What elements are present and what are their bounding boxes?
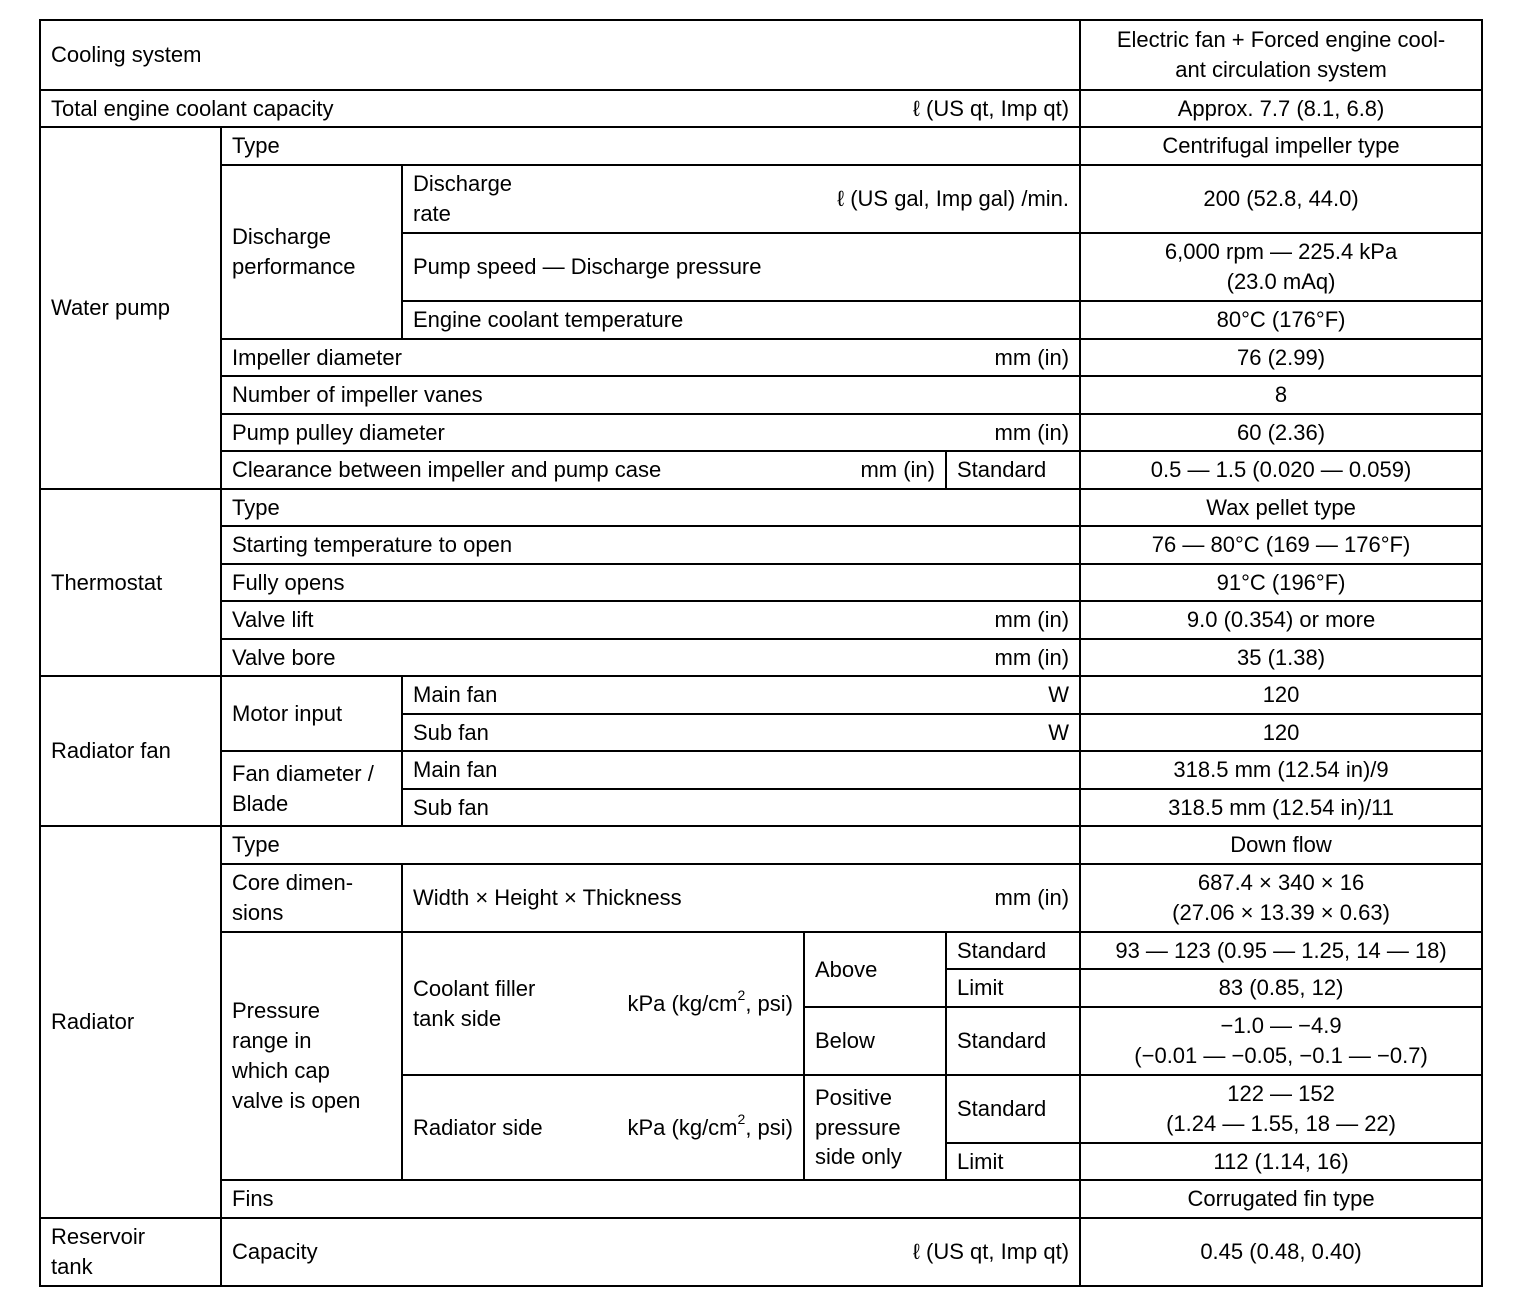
filler-side-label: Coolant filler tank side (413, 975, 536, 1031)
radiator-side-limit-label: Limit (946, 1143, 1080, 1180)
filler-above-standard-label: Standard (946, 932, 1080, 969)
row-impeller-diameter (40, 339, 1482, 376)
radiator-side-standard-value: 122 — 152 (1.24 — 1.55, 18 — 22) (1080, 1075, 1482, 1143)
row-total-capacity (40, 90, 1482, 127)
motor-sub-label: Sub fan (413, 719, 489, 745)
radiator-type-value: Down flow (1080, 826, 1482, 864)
water-pump-label: Water pump (40, 127, 221, 489)
discharge-performance-label: Discharge performance (221, 165, 402, 339)
radiator-side-standard-label: Standard (946, 1075, 1080, 1143)
fins-value: Corrugated fin type (1080, 1180, 1482, 1218)
fully-opens-label: Fully opens (221, 564, 1080, 601)
valve-bore-unit: mm (in) (994, 644, 1070, 670)
impeller-vanes-label: Number of impeller vanes (221, 376, 1080, 414)
filler-side-unit: kPa ($kg/cm^2$, psi) (627, 987, 793, 1016)
row-fully-opens (40, 564, 1482, 601)
valve-bore-value: 35 (1.38) (1080, 639, 1482, 676)
filler-below-standard-value: −1.0 — −4.9 (−0.01 — −0.05, −0.1 — −0.7) (1080, 1007, 1482, 1075)
row-cooling-system (40, 20, 1482, 90)
total-capacity-unit: ℓ (US qt, Imp qt) (912, 95, 1070, 121)
valve-lift-label: Valve lift (232, 607, 314, 633)
row-radiator-type (40, 826, 1482, 864)
discharge-rate-label: Discharge rate (413, 171, 513, 226)
total-capacity-value: Approx. 7.7 (8.1, 6.8) (1080, 90, 1482, 127)
radiator-side-label: Radiator side (413, 1114, 543, 1140)
clearance-label: Clearance between impeller and pump case (232, 457, 662, 483)
discharge-rate-value: 200 (52.8, 44.0) (1080, 165, 1482, 233)
core-dimensions-label: Core dimen- sions (221, 864, 402, 932)
impeller-vanes-value: 8 (1080, 376, 1482, 414)
valve-lift-unit: mm (in) (994, 607, 1070, 633)
impeller-diameter-label: Impeller diameter (232, 344, 402, 370)
impeller-diameter-value: 76 (2.99) (1080, 339, 1482, 376)
cooling-system-label: Cooling system (40, 20, 1080, 90)
thermostat-type-label: Type (221, 489, 1080, 526)
impeller-diameter-unit: mm (in) (994, 344, 1070, 370)
clearance-value: 0.5 — 1.5 (0.020 — 0.059) (1080, 451, 1482, 489)
filler-above-standard-value: 93 — 123 (0.95 — 1.25, 14 — 18) (1080, 932, 1482, 969)
clearance-unit: mm (in) (860, 457, 935, 483)
fully-opens-value: 91°C (196°F) (1080, 564, 1482, 601)
valve-lift-value: 9.0 (0.354) or more (1080, 601, 1482, 639)
radiator-side-unit: kPa ($kg/cm^2$, psi) (627, 1111, 793, 1140)
start-temp-label: Starting temperature to open (221, 526, 1080, 564)
positive-pressure-label: Positive pressure side only (804, 1075, 946, 1180)
motor-main-unit: W (1048, 682, 1070, 708)
pulley-diameter-unit: mm (in) (994, 419, 1070, 445)
water-pump-type-label: Type (221, 127, 1080, 165)
pump-speed-value: 6,000 rpm — 225.4 kPa (23.0 mAq) (1080, 233, 1482, 301)
core-dimensions-dims: Width × Height × Thickness (413, 885, 682, 911)
row-water-pump-type (40, 127, 1482, 165)
motor-sub-value: 120 (1080, 714, 1482, 751)
clearance-standard-label: Standard (946, 451, 1080, 489)
fan-diameter-main-label: Main fan (402, 751, 1080, 789)
row-clearance (40, 451, 1482, 489)
thermostat-type-value: Wax pellet type (1080, 489, 1482, 526)
row-fins (40, 1180, 1482, 1218)
row-valve-bore (40, 639, 1482, 676)
row-filler-above-standard (40, 932, 1482, 969)
row-motor-main (40, 676, 1482, 714)
motor-input-label: Motor input (221, 676, 402, 751)
valve-bore-label: Valve bore (232, 644, 336, 670)
row-thermostat-type (40, 489, 1482, 526)
cooling-spec-table (39, 19, 1483, 1287)
start-temp-value: 76 — 80°C (169 — 176°F) (1080, 526, 1482, 564)
reservoir-capacity-label: Capacity (232, 1239, 318, 1265)
motor-sub-unit: W (1048, 719, 1070, 745)
reservoir-tank-label: Reservoir tank (40, 1218, 221, 1286)
row-valve-lift (40, 601, 1482, 639)
row-pulley-diameter (40, 414, 1482, 451)
radiator-label: Radiator (40, 826, 221, 1218)
discharge-rate-unit: ℓ (US gal, Imp gal) /min. (836, 186, 1070, 212)
core-dimensions-unit: mm (in) (994, 885, 1070, 911)
fins-label: Fins (221, 1180, 1080, 1218)
total-capacity-label: Total engine coolant capacity (51, 95, 334, 121)
cooling-system-value: Electric fan + Forced engine cool- ant circulation system (1080, 20, 1482, 90)
filler-above-limit-label: Limit (946, 969, 1080, 1007)
radiator-type-label: Type (221, 826, 1080, 864)
row-discharge-rate (40, 165, 1482, 233)
filler-above-label: Above (804, 932, 946, 1007)
row-reservoir-capacity (40, 1218, 1482, 1286)
coolant-temp-value: 80°C (176°F) (1080, 301, 1482, 339)
core-dimensions-value: 687.4 × 340 × 16 (27.06 × 13.39 × 0.63) (1080, 864, 1482, 932)
filler-below-label: Below (804, 1007, 946, 1075)
reservoir-capacity-value: 0.45 (0.48, 0.40) (1080, 1218, 1482, 1286)
pulley-diameter-label: Pump pulley diameter (232, 419, 445, 445)
radiator-fan-label: Radiator fan (40, 676, 221, 826)
row-fan-diameter-main (40, 751, 1482, 789)
radiator-side-limit-value: 112 (1.14, 16) (1080, 1143, 1482, 1180)
coolant-temp-label: Engine coolant temperature (402, 301, 1080, 339)
row-impeller-vanes (40, 376, 1482, 414)
fan-diameter-sub-value: 318.5 mm (12.54 in)/11 (1080, 789, 1482, 826)
reservoir-capacity-unit: ℓ (US qt, Imp qt) (912, 1239, 1070, 1265)
pump-speed-label: Pump speed — Discharge pressure (402, 233, 1080, 301)
fan-diameter-sub-label: Sub fan (402, 789, 1080, 826)
filler-below-standard-label: Standard (946, 1007, 1080, 1075)
motor-main-value: 120 (1080, 676, 1482, 714)
water-pump-type-value: Centrifugal impeller type (1080, 127, 1482, 165)
fan-diameter-main-value: 318.5 mm (12.54 in)/9 (1080, 751, 1482, 789)
pulley-diameter-value: 60 (2.36) (1080, 414, 1482, 451)
pressure-range-label: Pressure range in which cap valve is open (221, 932, 402, 1180)
motor-main-label: Main fan (413, 682, 498, 708)
row-core-dimensions (40, 864, 1482, 932)
fan-diameter-label: Fan diameter / Blade (221, 751, 402, 826)
filler-above-limit-value: 83 (0.85, 12) (1080, 969, 1482, 1007)
thermostat-label: Thermostat (40, 489, 221, 676)
row-start-temp (40, 526, 1482, 564)
